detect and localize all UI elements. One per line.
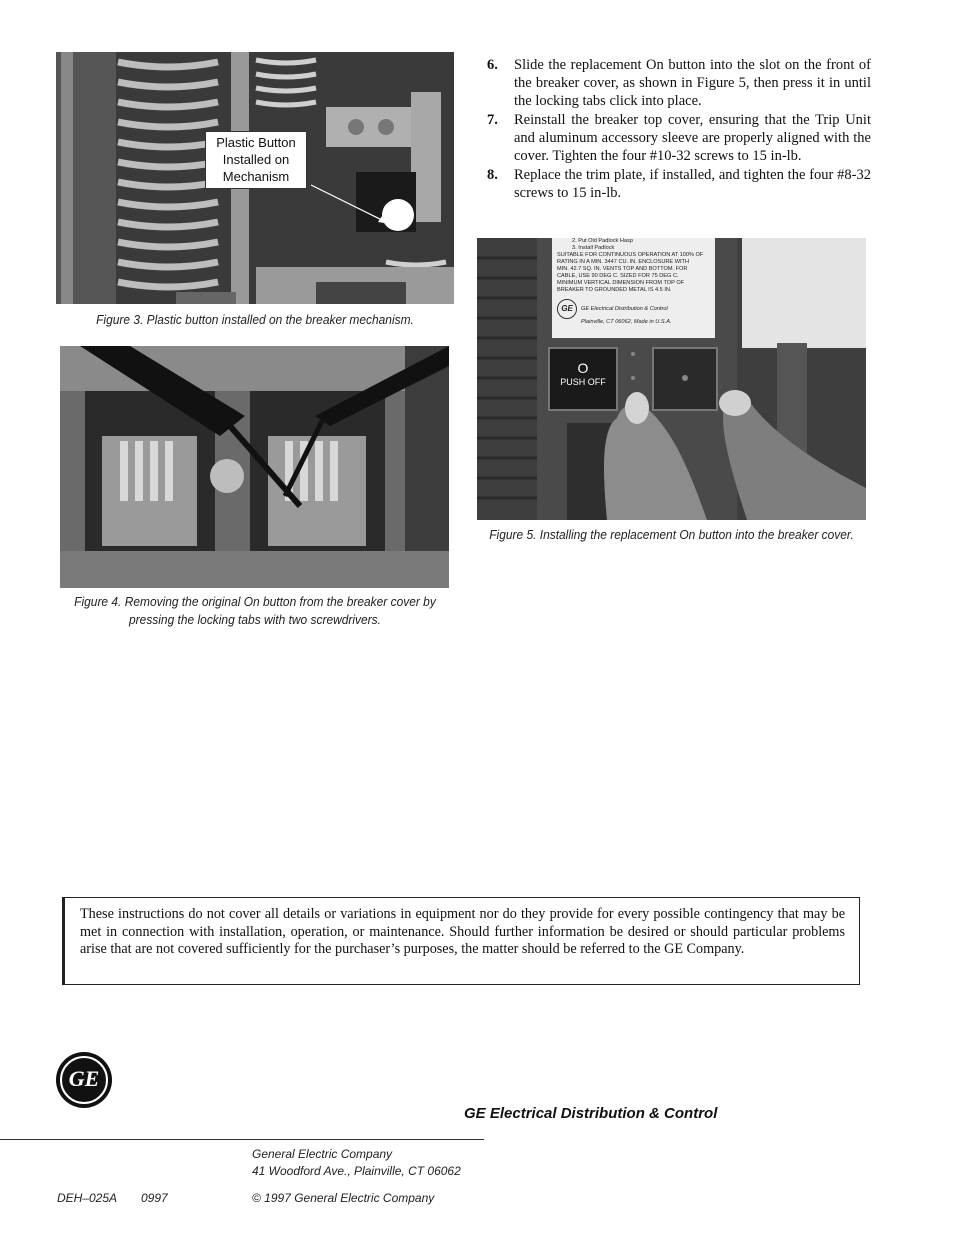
step-8 (487, 166, 871, 202)
figure-5-caption: Figure 5. Installing the replacement On button into the breaker cover. (489, 527, 854, 542)
label-line: SUITABLE FOR CONTINUOUS OPERATION AT 100% OF (557, 252, 704, 258)
footer-rule (0, 1139, 484, 1140)
ge-monogram-logo (55, 1051, 113, 1109)
label-line: MINIMUM VERTICAL DIMENSION FROM TOP OF (557, 280, 685, 286)
company-address: 41 Woodford Ave., Plainville, CT 06062 (252, 1164, 461, 1178)
label-origin: Plainville, CT 06062, Made in U.S.A. (581, 319, 672, 325)
step-number: 6. (487, 57, 498, 73)
step-6 (487, 56, 871, 110)
power-off-icon: O (577, 360, 589, 376)
label-line: CABLE, USE 90 DEG C. SIZED FOR 75 DEG C. (557, 273, 679, 279)
figure-4-caption (62, 593, 448, 629)
step-text: Replace the trim plate, if installed, and tighten the four #8-32 screws to 15 in-lb. (514, 167, 871, 201)
step-number: 8. (487, 167, 498, 183)
label-line: BREAKER TO GROUNDED METAL IS 4.5 IN. (557, 287, 672, 293)
label-company: GE Electrical Distribution & Control (581, 305, 668, 312)
label-line: 3. Install Padlock (572, 245, 615, 251)
step-text: Reinstall the breaker top cover, ensuring that the Trip Unit and aluminum accessory sleeve are properly aligned with the cover. Tighten the four #10-32 screws to 15 in-lb. (514, 112, 871, 164)
push-off-button (549, 360, 617, 388)
figure-4-caption-line-2: pressing the locking tabs with two screwdrivers. (129, 612, 381, 627)
figure-3-caption: Figure 3. Plastic button installed on the breaker mechanism. (96, 312, 414, 327)
figure-5-photo (477, 238, 866, 520)
doc-date: 0997 (141, 1191, 168, 1205)
callout-line-1: Plastic Button (216, 135, 296, 150)
label-line: MIN. 42.7 SQ. IN. VENTS TOP AND BOTTOM. FOR (557, 266, 688, 272)
push-off-label: PUSH OFF (560, 377, 606, 387)
step-number: 7. (487, 112, 498, 128)
doc-number: DEH–025A (57, 1191, 118, 1205)
step-7 (487, 111, 871, 165)
instruction-steps (487, 56, 871, 203)
brand-name: GE Electrical Distribution & Control (464, 1105, 718, 1122)
figure-4-photo (60, 346, 449, 588)
company-name: General Electric Company (252, 1147, 393, 1161)
ge-logo-icon: GE (557, 299, 577, 319)
callout-line-2: Installed on (222, 152, 290, 167)
figure-4-caption-line-1: Figure 4. Removing the original On button from the breaker cover by (74, 594, 436, 609)
copyright: © 1997 General Electric Company (252, 1191, 435, 1205)
label-line: RATING IN A MIN. 3447 CU. IN. ENCLOSURE WITH (557, 259, 689, 265)
callout-line-3: Mechanism (222, 169, 290, 184)
label-line: 2. Put Old Padlock Hasp (572, 238, 633, 244)
disclaimer-notice: These instructions do not cover all details or variations in equipment nor do they provide for every possible contingency that may be met in connection with installation, operation, or maintenance. Should further information be desired or should particular problems arise that are not covered sufficiently for the purchaser’s purposes, the matter should be referred to the GE Company. (62, 897, 860, 985)
figure-5-label (557, 238, 717, 326)
figure-3-callout (205, 131, 307, 189)
step-text: Slide the replacement On button into the slot on the front of the breaker cover, as shown in Figure 5, then press it in until the locking tabs click into place. (514, 57, 871, 109)
logo-letters: GE (68, 1066, 100, 1091)
